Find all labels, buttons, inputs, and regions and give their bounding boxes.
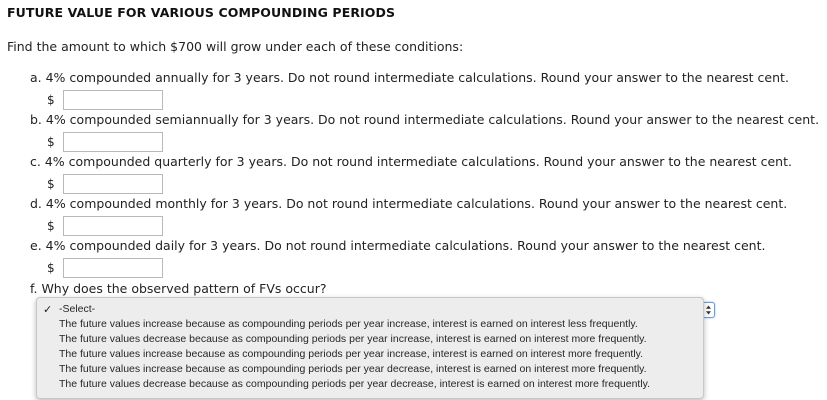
dollar-sign: $ [47, 177, 55, 191]
dropdown-option[interactable]: The future values decrease because as compounding periods per year decrease, interest is earned on interest more frequently. [59, 378, 651, 390]
answer-d-input[interactable] [63, 216, 163, 236]
option-label: -Select- [59, 303, 96, 315]
question-f: f. Why does the observed pattern of FVs occur? [30, 281, 327, 296]
answer-b-input[interactable] [63, 132, 163, 152]
up-down-arrows-icon [703, 303, 714, 317]
dollar-sign: $ [47, 93, 55, 107]
dropdown-option-select[interactable] [43, 303, 96, 316]
dollar-sign: $ [47, 219, 55, 233]
checkmark-icon: ✓ [43, 304, 53, 316]
pattern-dropdown-menu[interactable] [36, 297, 704, 399]
question-e: e. 4% compounded daily for 3 years. Do not round intermediate calculations. Round your answer to the nearest cent. [30, 238, 766, 253]
dropdown-option[interactable]: The future values increase because as compounding periods per year increase, interest is earned on interest less frequently. [59, 318, 638, 330]
intro-text: Find the amount to which $700 will grow under each of these conditions: [7, 39, 464, 54]
question-b: b. 4% compounded semiannually for 3 years. Do not round intermediate calculations. Round your answer to the nearest cent. [30, 112, 820, 127]
answer-c-input[interactable] [63, 174, 163, 194]
dropdown-option[interactable]: The future values increase because as compounding periods per year decrease, interest is earned on interest more frequently. [59, 363, 647, 375]
question-c: c. 4% compounded quarterly for 3 years. Do not round intermediate calculations. Round your answer to the nearest cent. [30, 154, 792, 169]
question-d: d. 4% compounded monthly for 3 years. Do not round intermediate calculations. Round your answer to the nearest cent. [30, 196, 788, 211]
answer-e-input[interactable] [63, 258, 163, 278]
dropdown-option[interactable]: The future values decrease because as compounding periods per year increase, interest is earned on interest more frequently. [59, 333, 647, 345]
question-a: a. 4% compounded annually for 3 years. Do not round intermediate calculations. Round your answer to the nearest cent. [30, 70, 789, 85]
dollar-sign: $ [47, 261, 55, 275]
dollar-sign: $ [47, 135, 55, 149]
dropdown-option[interactable]: The future values increase because as compounding periods per year increase, interest is earned on interest more frequently. [59, 348, 644, 360]
page-title: FUTURE VALUE FOR VARIOUS COMPOUNDING PERIODS [7, 5, 396, 20]
answer-a-input[interactable] [63, 90, 163, 110]
